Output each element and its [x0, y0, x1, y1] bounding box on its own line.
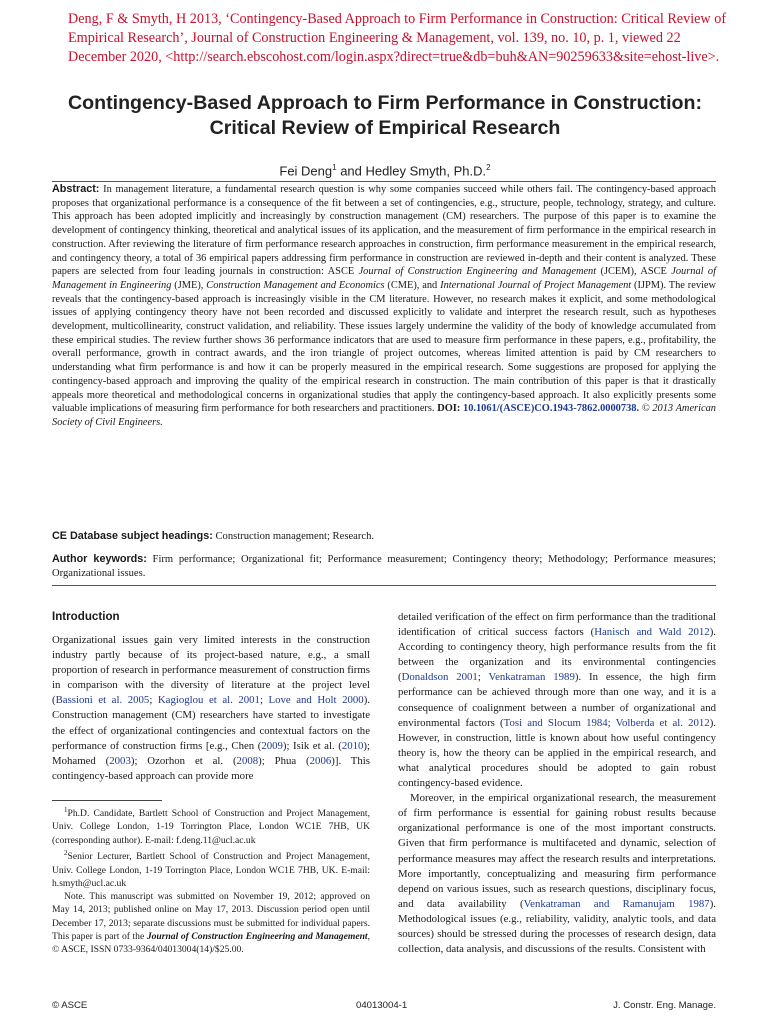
footnote-text: Note. This manuscript was submitted on November 19, 2012; approved on May 14, 2013; published online on May 17, 2013. Discussion period open until December 17, 2013; separate discussions must be submitted for individual papers. This paper is part of the [52, 891, 370, 943]
subject-headings-text: Construction management; Research. [212, 531, 375, 542]
body-text: ); Mohamed ( [52, 739, 371, 767]
citation-header: Deng, F & Smyth, H 2013, ‘Contingency-Based Approach to Firm Performance in Construction: Critical Review of Empirical Research’, Journal of Construction Engineering & Management, vol. 139, no. 10, p. 1, viewed 22 December 2020, <http://search.ebscohost.com/login.aspx?direct=true&db=buh&AN=90259633&site=ehost-live>. [68, 11, 727, 65]
footnote-text: , © ASCE, ISSN 0733-9364/04013004(14)/$25.00. [52, 931, 370, 956]
footnote-1 [52, 804, 370, 847]
body-text: )]. This contingency-based approach can provide more [52, 754, 371, 782]
body-text: ); Ozorhon et al. ( [130, 754, 237, 767]
abstract-text: (JME), [171, 279, 207, 291]
citation-link[interactable]: Donaldson 2001 [401, 671, 478, 684]
author-keywords-text: Firm performance; Organizational fit; Performance measurement; Contingency theory; Methodology; Performance measures; Organizational issues. [52, 554, 716, 579]
paragraph [398, 610, 716, 791]
keywords-bottom-rule [52, 585, 716, 586]
footer-journal-abbrev: J. Constr. Eng. Manage. [613, 1000, 716, 1011]
footnote-text: Ph.D. Candidate, Bartlett School of Construction and Project Management, Univ. College London, 1-19 Torrington Place, London WC1E 7HB, UK (corresponding author). E-mail: f.deng.11@ucl.ac.uk [52, 808, 370, 846]
article-title: Contingency-Based Approach to Firm Performance in Construction: Critical Review of Empirical Research [68, 92, 702, 139]
body-text: Organizational issues gain very limited interests in the construction industry partly because of its project-based nature, e.g., a small proportion of research in performance measurement of construction firms in comparison with the diversity of literature at the project level ( [52, 634, 370, 707]
subject-headings-label: CE Database subject headings: [52, 530, 213, 542]
citation-link[interactable]: 2003 [109, 754, 131, 767]
footnote-mark: 2 [64, 849, 68, 858]
footnote-mark: 1 [64, 806, 68, 814]
author-1: Fei Deng [279, 163, 333, 179]
body-text: detailed verification of the effect on firm performance than the traditional identification of critical success factors ( [398, 611, 716, 639]
body-text: ). Construction management (CM) researchers have started to investigate the effect of organizational contingencies and contextual factors on the performance of construction firms [e.g., Chen ( [52, 694, 370, 752]
citation-link[interactable]: 2009 [261, 739, 283, 752]
body-text: ; [149, 694, 158, 707]
abstract-text: (IJPM). The review reveals that the contingency-based approach is increasingly visible in the CM literature. However, no research makes it explicit, and some methodological issues of applying contingency theory have not been recorded and discussed explicitly to validate and interpret the research result, such as hypotheses development, multicollinearity, construct validation, and reliability. These issues largely undermine the validity of the body of knowledge accumulated from these empirical studies. The review further shows 36 performance indicators that are used to measure firm performance in these papers, e.g., profitability, the overall performance, growth in contract awards, and the iron triangle of project outcomes, whereas limited attention is paid by CM researchers to understanding what firm performance is and how it can be properly measured in the empirical research. Some suggestions are proposed for applying the contingency-based approach and improving the quality of the empirical research in construction. The main contribution of this paper is that it drastically appeals more theoretical and methodological concerns in organizational studies that apply the contingency-based approach. It also explicitly presents some valuable implications of measuring firm performance for both researchers and practitioners. [52, 279, 717, 415]
journal-name: Construction Management and Economics [206, 279, 385, 291]
abstract-top-rule [52, 181, 716, 182]
footnote-2 [52, 847, 370, 890]
footnote-text: Senior Lecturer, Bartlett School of Construction and Project Management, Univ. College London, 1-19 Torrington Place, London WC1E 7HB, UK. E-mail: h.smyth@ucl.ac.uk [52, 851, 370, 889]
abstract-text: In management literature, a fundamental research question is why some companies succeed while others fail. The contingency-based approach proposes that organizational performance is a consequence of the fit between a set of contingencies, e.g., structure, people, technology, strategy, and culture. This approach has been adopted implicitly and increasingly by construction management (CM) researchers. The purpose of this paper is to examine the development of contingency thinking, theoretical and analytical issues of its application, and the measurement of firm performance in the empirical research in construction. After reviewing the literature of firm performance research approaches in construction, firm performance measurement in the empirical research, and contingency theory, a total of 36 empirical papers addressing firm performance in construction are reviewed in-depth and their content is analyzed. These papers are selected from four leading journals in construction: ASCE [52, 184, 716, 278]
journal-name: Journal of Construction Engineering and Management [146, 931, 368, 943]
citation-link[interactable]: Hanisch and Wald 2012 [594, 626, 710, 639]
author-2: and Hedley Smyth, Ph.D. [336, 163, 487, 179]
footnote-rule [52, 800, 162, 801]
citation-link[interactable]: Love and Holt 2000 [268, 694, 364, 707]
footer-publisher: © ASCE [52, 1000, 88, 1011]
body-text: Moreover, in the empirical organizational research, the measurement of firm performance is essential for gaining robust results because organizational performance is one of the most important constructs. Given that firm performance is multifaceted and dynamic, selection of performance measures may affect the research results and interpretations. More importantly, conceptualizing and measuring firm performance depend on various issues, such as research questions, disciplinary focus, and data availability ( [398, 792, 716, 910]
citation-link[interactable]: 2006 [309, 754, 332, 767]
citation-link[interactable]: 2010 [341, 739, 364, 752]
citation-link[interactable]: Venkatraman and Ramanujam 1987 [523, 897, 710, 910]
citation-link[interactable]: Bassioni et al. 2005 [55, 694, 150, 707]
citation-link[interactable]: Tosi and Slocum 1984 [503, 716, 608, 729]
author-keywords-label: Author keywords: [52, 553, 147, 565]
abstract-text: (JCEM), ASCE [596, 266, 672, 278]
body-text: ; [477, 671, 489, 684]
paragraph [52, 633, 370, 784]
submission-note [52, 890, 370, 956]
body-text: ); Phua ( [258, 754, 310, 767]
body-text: ; [607, 716, 616, 729]
author-1-affiliation-mark: 1 [332, 163, 337, 172]
doi-link[interactable]: 10.1061/(ASCE)CO.1943-7862.0000738. [460, 403, 640, 415]
paragraph [398, 791, 716, 957]
citation-link[interactable]: Venkatraman 1989 [488, 671, 575, 684]
journal-name: Journal of Construction Engineering and Management [358, 266, 597, 278]
citation-link[interactable]: Volberda et al. 2012 [615, 716, 710, 729]
copyright-note: © 2013 American Society of Civil Engineers. [52, 403, 716, 428]
right-column-body [398, 610, 716, 957]
citation-link[interactable]: 2008 [236, 754, 259, 767]
section-heading-introduction: Introduction [52, 610, 120, 623]
abstract [52, 183, 716, 430]
footer-page-number: 04013004-1 [356, 1000, 408, 1011]
author-line [40, 163, 730, 178]
author-keywords [52, 553, 716, 580]
body-text: ). However, in construction, little is known about how useful contingency theory is, how the theory can be applied in the empirical research, and what analytical procedures should be adopted to gain robust contingency-based evidence. [398, 716, 716, 790]
author-2-affiliation-mark: 2 [486, 163, 491, 172]
body-text: ). In essence, the high firm performance can be achieved through more than one way, and it is a consequence of coalignment between a number of organizational and environmental factors ( [398, 671, 716, 729]
citation-link[interactable]: Kagioglou et al. 2001 [157, 694, 260, 707]
body-text: ). Methodological issues (e.g., reliability, validity, analytic tools, and data sources) should be stressed during the processes of research design, data collection, data analysis, and discussions of the results. Consistent with [398, 897, 716, 956]
footnotes [52, 804, 370, 957]
body-text: ). According to contingency theory, high performance results from the fit between the organization and its environmental contingencies ( [398, 626, 716, 684]
left-column-body [52, 633, 370, 784]
journal-name: International Journal of Project Management [440, 279, 632, 291]
body-text: ; [259, 694, 269, 707]
subject-headings [52, 530, 716, 544]
body-text: ); Isik et al. ( [282, 739, 342, 752]
abstract-label: Abstract: [52, 183, 100, 195]
doi-label: DOI: [437, 403, 461, 415]
abstract-text: (CME), and [384, 279, 441, 291]
journal-name: Journal of Management in Engineering [52, 266, 716, 291]
